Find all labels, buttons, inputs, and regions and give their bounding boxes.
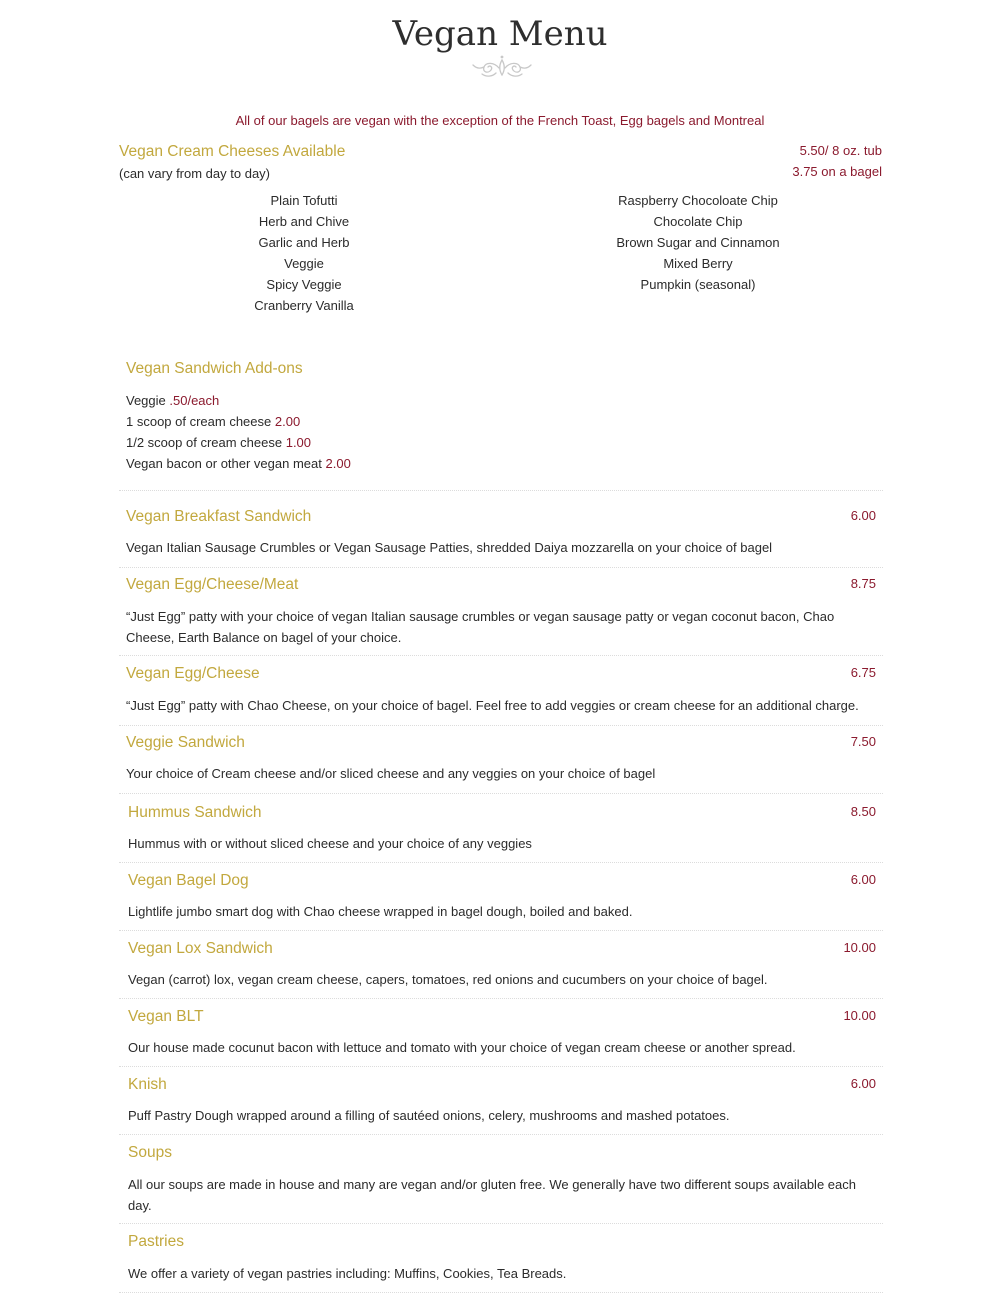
menu-item-desc: “Just Egg” patty with your choice of vegan Italian sausage crumbles or vegan sausage patty or vegan coconut bacon, Chao Cheese, Earth Balance on bagel of your choice. bbox=[126, 609, 835, 645]
addon-price: .50/each bbox=[169, 393, 220, 408]
menu-item-name: Hummus Sandwich bbox=[128, 804, 262, 821]
bagel-vegan-notice: All of our bagels are vegan with the exception of the French Toast, Egg bagels and Montreal bbox=[235, 113, 765, 128]
addon-label: 1/2 scoop of cream cheese bbox=[126, 435, 283, 450]
menu-item-name: Pastries bbox=[128, 1233, 184, 1250]
menu-item-price: 10.00 bbox=[843, 940, 876, 955]
flavor-item: Herb and Chive bbox=[258, 214, 350, 229]
divider bbox=[119, 1223, 883, 1224]
divider bbox=[119, 793, 883, 794]
menu-item-desc: Vegan (carrot) lox, vegan cream cheese, capers, tomatoes, red onions and cucumbers on your choice of bagel. bbox=[128, 972, 768, 987]
divider bbox=[119, 1066, 883, 1067]
flavor-item: Pumpkin (seasonal) bbox=[640, 277, 756, 292]
menu-item-price: 8.50 bbox=[850, 804, 876, 819]
page-title: Vegan Menu bbox=[392, 14, 608, 54]
divider bbox=[119, 930, 883, 931]
menu-item-name: Knish bbox=[128, 1076, 167, 1093]
divider bbox=[119, 998, 883, 999]
addon-item bbox=[126, 411, 351, 432]
flavor-item: Chocolate Chip bbox=[653, 214, 743, 229]
menu-item-desc: Your choice of Cream cheese and/or sliced cheese and any veggies on your choice of bagel bbox=[126, 766, 656, 781]
menu-item-desc: “Just Egg” patty with Chao Cheese, on your choice of bagel. Feel free to add veggies or cream cheese for an additional charge. bbox=[126, 698, 859, 713]
divider bbox=[119, 490, 883, 491]
menu-item-desc: Our house made cocunut bacon with lettuce and tomato with your choice of vegan cream cheese or another spread. bbox=[128, 1040, 796, 1055]
flavor-item: Garlic and Herb bbox=[258, 235, 350, 250]
divider bbox=[119, 1292, 883, 1293]
menu-item-name: Vegan Breakfast Sandwich bbox=[126, 508, 312, 525]
menu-item-price: 6.00 bbox=[850, 872, 876, 887]
menu-item-name: Vegan Egg/Cheese/Meat bbox=[126, 576, 299, 593]
flavor-item: Veggie bbox=[284, 256, 324, 271]
flavor-item: Brown Sugar and Cinnamon bbox=[616, 235, 780, 250]
menu-item-price: 10.00 bbox=[843, 1008, 876, 1023]
addon-price: 2.00 bbox=[325, 456, 351, 471]
menu-item-name: Veggie Sandwich bbox=[126, 734, 245, 751]
menu-item-name: Soups bbox=[128, 1144, 172, 1161]
flavor-item: Spicy Veggie bbox=[266, 277, 342, 292]
menu-item-price: 6.75 bbox=[850, 665, 876, 680]
addon-price: 1.00 bbox=[285, 435, 312, 450]
divider bbox=[119, 725, 883, 726]
menu-item-name: Vegan Lox Sandwich bbox=[128, 940, 273, 957]
addons-heading: Vegan Sandwich Add-ons bbox=[126, 360, 303, 377]
menu-item-desc: We offer a variety of vegan pastries including: Muffins, Cookies, Tea Breads. bbox=[128, 1266, 567, 1281]
addon-price: 2.00 bbox=[274, 414, 301, 429]
flavor-list-left bbox=[154, 190, 454, 316]
addon-label: Veggie bbox=[126, 393, 166, 408]
menu-item-desc: Lightlife jumbo smart dog with Chao cheese wrapped in bagel dough, boiled and baked. bbox=[128, 904, 633, 919]
menu-item-desc: Puff Pastry Dough wrapped around a filling of sautéed onions, celery, mushrooms and mashed potatoes. bbox=[128, 1108, 730, 1123]
addon-item bbox=[126, 390, 351, 411]
menu-item-price: 6.00 bbox=[850, 508, 876, 523]
cream-cheese-price-tub: 5.50/ 8 oz. tub bbox=[799, 143, 882, 158]
menu-item-price: 7.50 bbox=[850, 734, 876, 749]
menu-item-price: 6.00 bbox=[850, 1076, 876, 1091]
menu-item-name: Vegan Bagel Dog bbox=[128, 872, 249, 889]
addon-item bbox=[126, 432, 351, 453]
addon-label: 1 scoop of cream cheese bbox=[126, 414, 272, 429]
divider bbox=[119, 567, 883, 568]
menu-item-price: 8.75 bbox=[850, 576, 876, 591]
menu-item-desc: Hummus with or without sliced cheese and your choice of any veggies bbox=[128, 836, 532, 851]
flourish-ornament-icon bbox=[470, 54, 534, 80]
cream-cheese-price-bagel: 3.75 on a bagel bbox=[792, 164, 882, 179]
cream-cheese-subtext: (can vary from day to day) bbox=[119, 166, 270, 181]
divider bbox=[119, 1134, 883, 1135]
divider bbox=[119, 862, 883, 863]
divider bbox=[119, 655, 883, 656]
flavor-item: Raspberry Chocoloate Chip bbox=[618, 193, 778, 208]
addons-list bbox=[126, 390, 351, 474]
flavor-item: Plain Tofutti bbox=[270, 193, 338, 208]
flavor-list-right bbox=[548, 190, 848, 295]
cream-cheese-heading: Vegan Cream Cheeses Available bbox=[119, 143, 346, 160]
flavor-item: Mixed Berry bbox=[663, 256, 733, 271]
addon-item bbox=[126, 453, 351, 474]
addon-label: Vegan bacon or other vegan meat bbox=[126, 456, 322, 471]
menu-item-desc: All our soups are made in house and many are vegan and/or gluten free. We generally have two different soups available each day. bbox=[128, 1177, 856, 1213]
menu-item-name: Vegan Egg/Cheese bbox=[126, 665, 260, 682]
flavor-item: Cranberry Vanilla bbox=[254, 298, 354, 313]
menu-item-desc: Vegan Italian Sausage Crumbles or Vegan Sausage Patties, shredded Daiya mozzarella on your choice of bagel bbox=[126, 540, 773, 555]
menu-item-name: Vegan BLT bbox=[128, 1008, 204, 1025]
